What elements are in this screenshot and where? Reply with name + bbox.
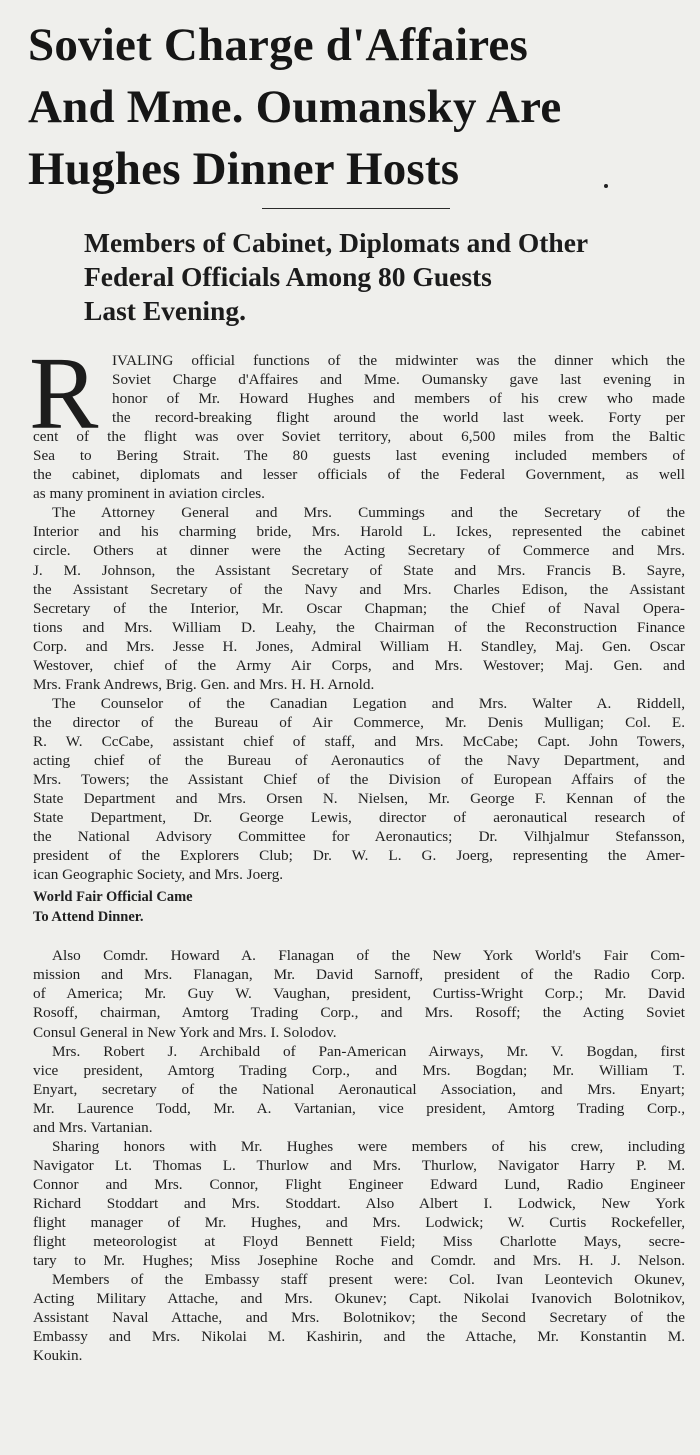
body-line: Navigator Lt. Thomas L. Thurlow and Mrs. Thurlow, Navigator Harry P. M.	[33, 1156, 685, 1174]
deck-line: Last Evening.	[84, 295, 246, 326]
body-line: Acting Military Attache, and Mrs. Okunev; Capt. Nikolai Ivanovich Bolotnikov,	[33, 1290, 685, 1308]
body-line: Mrs. Robert J. Archibald of Pan-American Airways, Mr. V. Bogdan, first	[52, 1042, 685, 1060]
body-line: acting chief of the Bureau of Aeronautics of the Navy Department, and	[33, 751, 685, 769]
body-line: the cabinet, diplomats and lesser officials of the Federal Government, as well	[33, 466, 685, 484]
body-line: Assistant Naval Attache, and Mrs. Bolotnikov; the Second Secretary of the	[33, 1309, 685, 1327]
body-line: flight manager of Mr. Hughes, and Mrs. Lodwick; W. Curtis Rockefeller,	[33, 1213, 685, 1231]
headline-line: And Mme. Oumansky Are	[28, 81, 562, 133]
body-line: Embassy and Mrs. Nikolai M. Kashirin, and the Attache, Mr. Konstantin M.	[33, 1328, 685, 1346]
section-subhead: World Fair Official Came	[33, 889, 193, 906]
body-line: the director of the Bureau of Air Commerce, Mr. Denis Mulligan; Col. E.	[33, 713, 685, 731]
body-line: Sharing honors with Mr. Hughes were members of his crew, including	[52, 1137, 685, 1155]
deck-line: Federal Officials Among 80 Guests	[84, 261, 492, 292]
body-line: Members of the Embassy staff present were: Col. Ivan Leontevich Okunev,	[52, 1271, 685, 1289]
body-line: Also Comdr. Howard A. Flanagan of the New York World's Fair Com-	[52, 947, 685, 965]
body-line: Mrs. Frank Andrews, Brig. Gen. and Mrs. H. H. Arnold.	[33, 675, 375, 693]
body-line: Secretary of the Interior, Mr. Oscar Chapman; the Chief of Naval Opera-	[33, 599, 685, 617]
body-line: Soviet Charge d'Affaires and Mme. Oumansky gave last evening in	[112, 371, 685, 389]
drop-cap: R	[29, 336, 99, 451]
deck-subheadline	[84, 226, 694, 328]
body-line: Rosoff, chairman, Amtorg Trading Corp., and Mrs. Rosoff; the Acting Soviet	[33, 1004, 685, 1022]
headline	[28, 14, 698, 200]
body-line: Connor and Mrs. Connor, Flight Engineer Edward Lund, Radio Engineer	[33, 1175, 685, 1193]
deck-line: Members of Cabinet, Diplomats and Other	[84, 227, 589, 258]
body-line: Richard Stoddart and Mrs. Stoddart. Also Albert I. Lodwick, New York	[33, 1194, 685, 1212]
headline-line: Hughes Dinner Hosts	[28, 143, 460, 195]
article-body	[33, 351, 685, 1365]
body-line: the Assistant Secretary of the Navy and Mrs. Charles Edison, the Assistant	[33, 580, 685, 598]
headline-rule	[262, 208, 450, 209]
body-line: the National Advisory Committee for Aeronautics; Dr. Vilhjalmur Stefansson,	[33, 828, 685, 846]
body-line: ican Geographic Society, and Mrs. Joerg.	[33, 866, 284, 884]
body-line: Interior and his charming bride, Mrs. Harold L. Ickes, represented the cabinet	[33, 523, 685, 541]
body-line: flight meteorologist at Floyd Bennett Field; Miss Charlotte Mays, secre-	[33, 1233, 685, 1251]
body-line: State Department and Mrs. Orsen N. Nielsen, Mr. George F. Kennan of the	[33, 790, 685, 808]
body-line: cent of the flight was over Soviet territory, about 6,500 miles from the Baltic	[33, 428, 685, 446]
body-line: Corp. and Mrs. Jesse H. Jones, Admiral William H. Standley, Maj. Gen. Oscar	[33, 637, 685, 655]
body-line: mission and Mrs. Flanagan, Mr. David Sarnoff, president of the Radio Corp.	[33, 966, 685, 984]
body-line: honor of Mr. Howard Hughes and members of his crew who made	[112, 390, 685, 408]
body-line: Koukin.	[33, 1347, 83, 1365]
body-line: as many prominent in aviation circles.	[33, 485, 265, 503]
body-line: vice president, Amtorg Trading Corp., and Mrs. Bogdan; Mr. William T.	[33, 1061, 685, 1079]
body-line: of America; Mr. Guy W. Vaughan, president, Curtiss-Wright Corp.; Mr. David	[33, 985, 685, 1003]
body-line: tary to Mr. Hughes; Miss Josephine Roche and Comdr. and Mrs. H. J. Nelson.	[33, 1252, 685, 1270]
body-line: the record-breaking flight around the world last week. Forty per	[112, 409, 685, 427]
body-line: The Attorney General and Mrs. Cummings and the Secretary of the	[52, 504, 685, 522]
body-line: president of the Explorers Club; Dr. W. L. G. Joerg, representing the Amer-	[33, 847, 685, 865]
body-line: The Counselor of the Canadian Legation and Mrs. Walter A. Riddell,	[52, 694, 685, 712]
body-line: Mr. Laurence Todd, Mr. A. Vartanian, vice president, Amtorg Trading Corp.,	[33, 1099, 685, 1117]
body-line: Sea to Bering Strait. The 80 guests last evening included members of	[33, 447, 685, 465]
headline-line: Soviet Charge d'Affaires	[28, 19, 528, 71]
section-subhead: To Attend Dinner.	[33, 908, 144, 925]
body-line: Mrs. Towers; the Assistant Chief of the Division of European Affairs of the	[33, 771, 685, 789]
body-line: R. W. CcCabe, assistant chief of staff, and Mrs. McCabe; Capt. John Towers,	[33, 732, 685, 750]
body-line: State Department, Dr. George Lewis, director of aeronautical research of	[33, 809, 685, 827]
body-line: J. M. Johnson, the Assistant Secretary of State and Mrs. Francis B. Sayre,	[33, 561, 685, 579]
body-line: and Mrs. Vartanian.	[33, 1118, 153, 1136]
print-speck	[604, 184, 608, 188]
body-line: tions and Mrs. William D. Leahy, the Chairman of the Reconstruction Finance	[33, 618, 685, 636]
body-line: Consul General in New York and Mrs. I. Solodov.	[33, 1023, 337, 1041]
body-line: IVALING official functions of the midwinter was the dinner which the	[112, 352, 685, 369]
body-line: Westover, chief of the Army Air Corps, and Mrs. Westover; Maj. Gen. and	[33, 656, 685, 674]
body-line: Enyart, secretary of the National Aeronautical Association, and Mrs. Enyart;	[33, 1080, 685, 1098]
body-line: circle. Others at dinner were the Acting Secretary of Commerce and Mrs.	[33, 542, 685, 560]
